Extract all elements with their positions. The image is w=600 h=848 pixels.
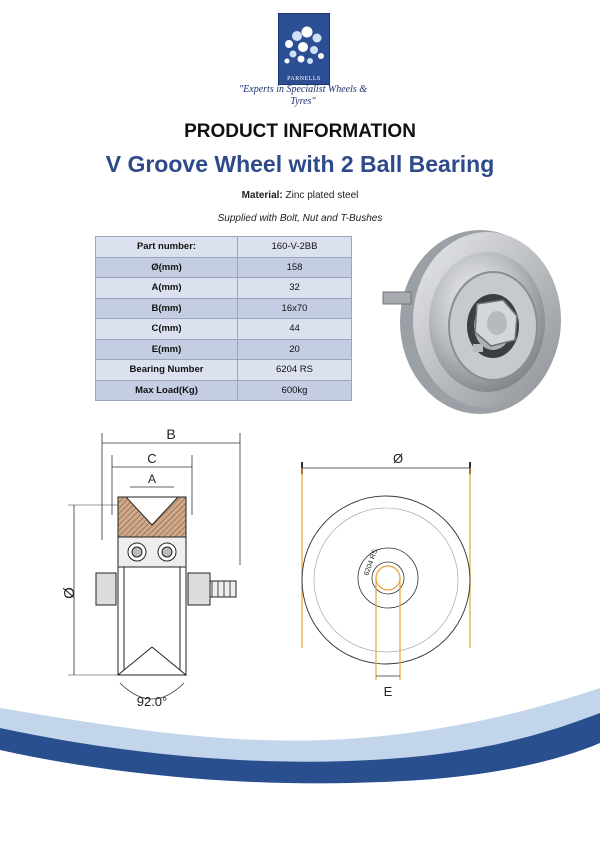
- spec-value: 32: [238, 278, 352, 299]
- table-row: [96, 278, 352, 299]
- spec-table: [95, 236, 352, 401]
- dim-b-label: B: [166, 426, 176, 442]
- spec-value: 20: [238, 339, 352, 360]
- front-view-drawing: [290, 448, 490, 708]
- dim-dia-label: Ø: [61, 587, 78, 599]
- page-heading: PRODUCT INFORMATION: [184, 121, 416, 142]
- logo-brand: PARNELLS: [287, 76, 321, 82]
- logo-graphic: [279, 14, 329, 74]
- spec-value: 600kg: [238, 380, 352, 401]
- spec-value: 6204 RS: [238, 360, 352, 381]
- table-row: [96, 319, 352, 340]
- product-title: V Groove Wheel with 2 Ball Bearing: [105, 151, 495, 177]
- table-row: [96, 339, 352, 360]
- side-section-drawing: [60, 425, 250, 715]
- table-row: [96, 237, 352, 258]
- spec-label: Ø(mm): [96, 257, 238, 278]
- spec-value: 16x70: [238, 298, 352, 319]
- spec-value: 44: [238, 319, 352, 340]
- front-dia-label: Ø: [392, 451, 404, 466]
- material-line: [0, 190, 600, 201]
- bearing-label: 6204 RS: [363, 548, 380, 577]
- spec-label: Part number:: [96, 237, 238, 258]
- dim-e-label: E: [383, 684, 393, 699]
- spec-label: Bearing Number: [96, 360, 238, 381]
- table-row: [96, 360, 352, 381]
- spec-label: E(mm): [96, 339, 238, 360]
- dim-c-label: C: [147, 451, 157, 466]
- material-value: Zinc plated steel: [285, 190, 359, 201]
- wheel-photo: [375, 222, 575, 422]
- table-row: [96, 257, 352, 278]
- spec-label: Max Load(Kg): [96, 380, 238, 401]
- spec-label: A(mm): [96, 278, 238, 299]
- spec-value: 158: [238, 257, 352, 278]
- spec-label: B(mm): [96, 298, 238, 319]
- spec-value: 160-V-2BB: [238, 237, 352, 258]
- company-logo: [278, 13, 330, 85]
- dim-a-label: A: [147, 472, 157, 486]
- spec-label: C(mm): [96, 319, 238, 340]
- supplied-note: Supplied with Bolt, Nut and T-Bushes: [217, 213, 383, 224]
- footer-swoosh: [0, 688, 600, 848]
- table-row: [96, 380, 352, 401]
- angle-label: 92.0°: [136, 694, 168, 709]
- logo-tagline: "Experts in Specialist Wheels & Tyres": [238, 84, 368, 107]
- table-row: [96, 298, 352, 319]
- material-label: Material:: [241, 190, 283, 201]
